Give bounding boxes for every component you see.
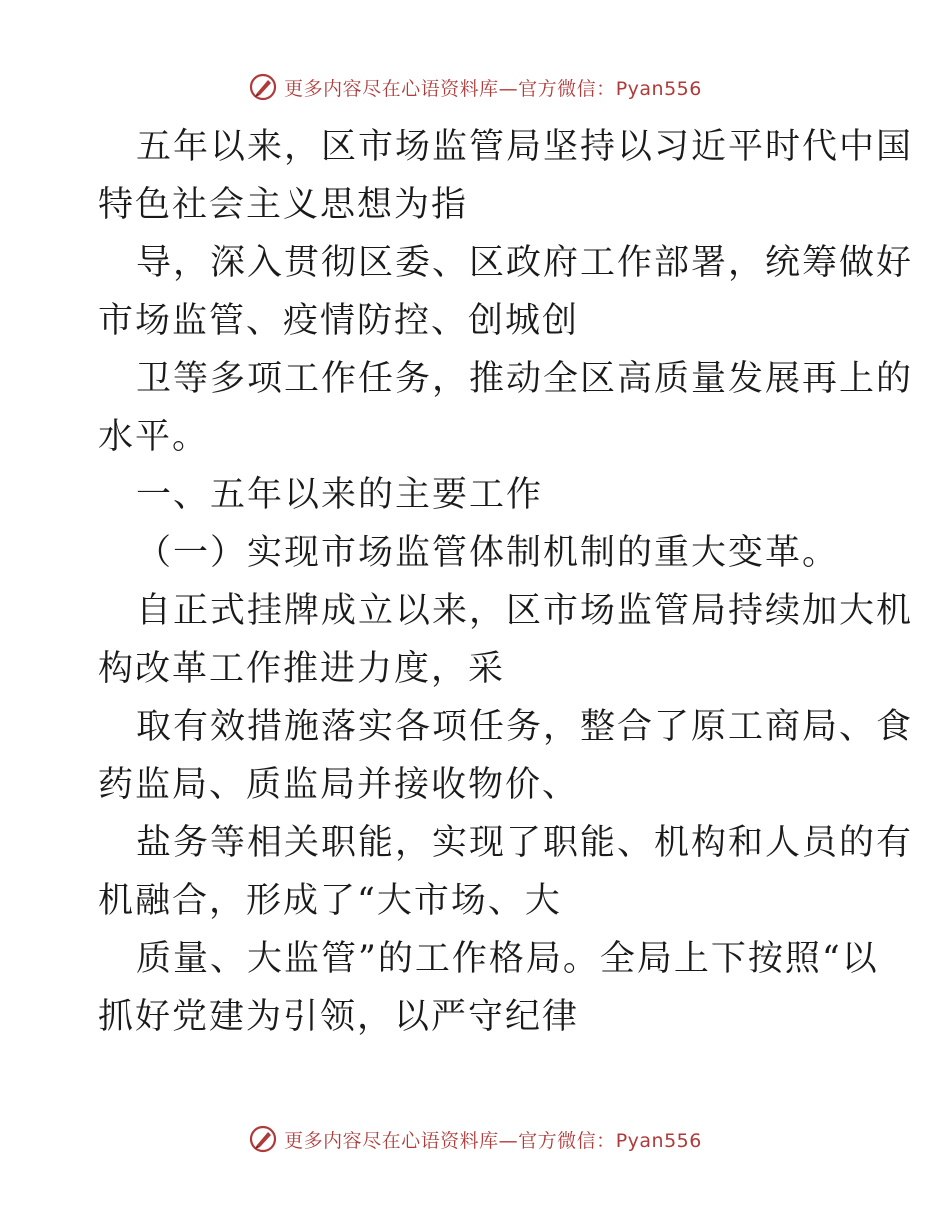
- footer-watermark: [0, 1124, 950, 1154]
- watermark-text: [284, 74, 702, 101]
- watermark-separator: —: [498, 1129, 519, 1152]
- text-line: 构改革工作推进力度，采: [98, 649, 506, 689]
- watermark-wechat-id: Pyan556: [615, 77, 702, 100]
- text-line: 导，深入贯彻区委、区政府工作部署，统筹做好: [136, 243, 914, 283]
- document-body: [98, 118, 914, 1046]
- subsection-heading: （一）实现市场监管体制机制的重大变革。: [136, 533, 840, 573]
- pen-logo-icon: [248, 72, 278, 102]
- watermark-label: 官方微信：: [518, 77, 616, 100]
- text-line: 五年以来，区市场监管局坚持以习近平时代中国: [136, 127, 914, 167]
- text-line: 抓好党建为引领，以严守纪律: [98, 997, 580, 1037]
- text-line: 市场监管、疫情防控、创城创: [98, 301, 580, 341]
- text-line: 水平。: [98, 417, 210, 457]
- watermark-site: 更多内容尽在心语资料库: [284, 1129, 499, 1152]
- watermark-label: 官方微信：: [518, 1129, 616, 1152]
- watermark-separator: —: [498, 77, 519, 100]
- pen-logo-icon: [248, 1124, 278, 1154]
- text-line: 质量、大监管”的工作格局。全局上下按照“以: [136, 939, 879, 979]
- watermark-wechat-id: Pyan556: [615, 1129, 702, 1152]
- header-watermark: [0, 72, 950, 102]
- text-line: 机融合，形成了“大市场、大: [98, 881, 562, 921]
- text-line: 药监局、质监局并接收物价、: [98, 765, 580, 805]
- text-line: 卫等多项工作任务，推动全区高质量发展再上的: [136, 359, 914, 399]
- text-line: 自正式挂牌成立以来，区市场监管局持续加大机: [136, 591, 914, 631]
- text-line: 特色社会主义思想为指: [98, 185, 469, 225]
- section-heading: 一、五年以来的主要工作: [136, 475, 544, 515]
- text-line: 取有效措施落实各项任务，整合了原工商局、食: [136, 707, 914, 747]
- watermark-text: [284, 1126, 702, 1153]
- watermark-site: 更多内容尽在心语资料库: [284, 77, 499, 100]
- text-line: 盐务等相关职能，实现了职能、机构和人员的有: [136, 823, 914, 863]
